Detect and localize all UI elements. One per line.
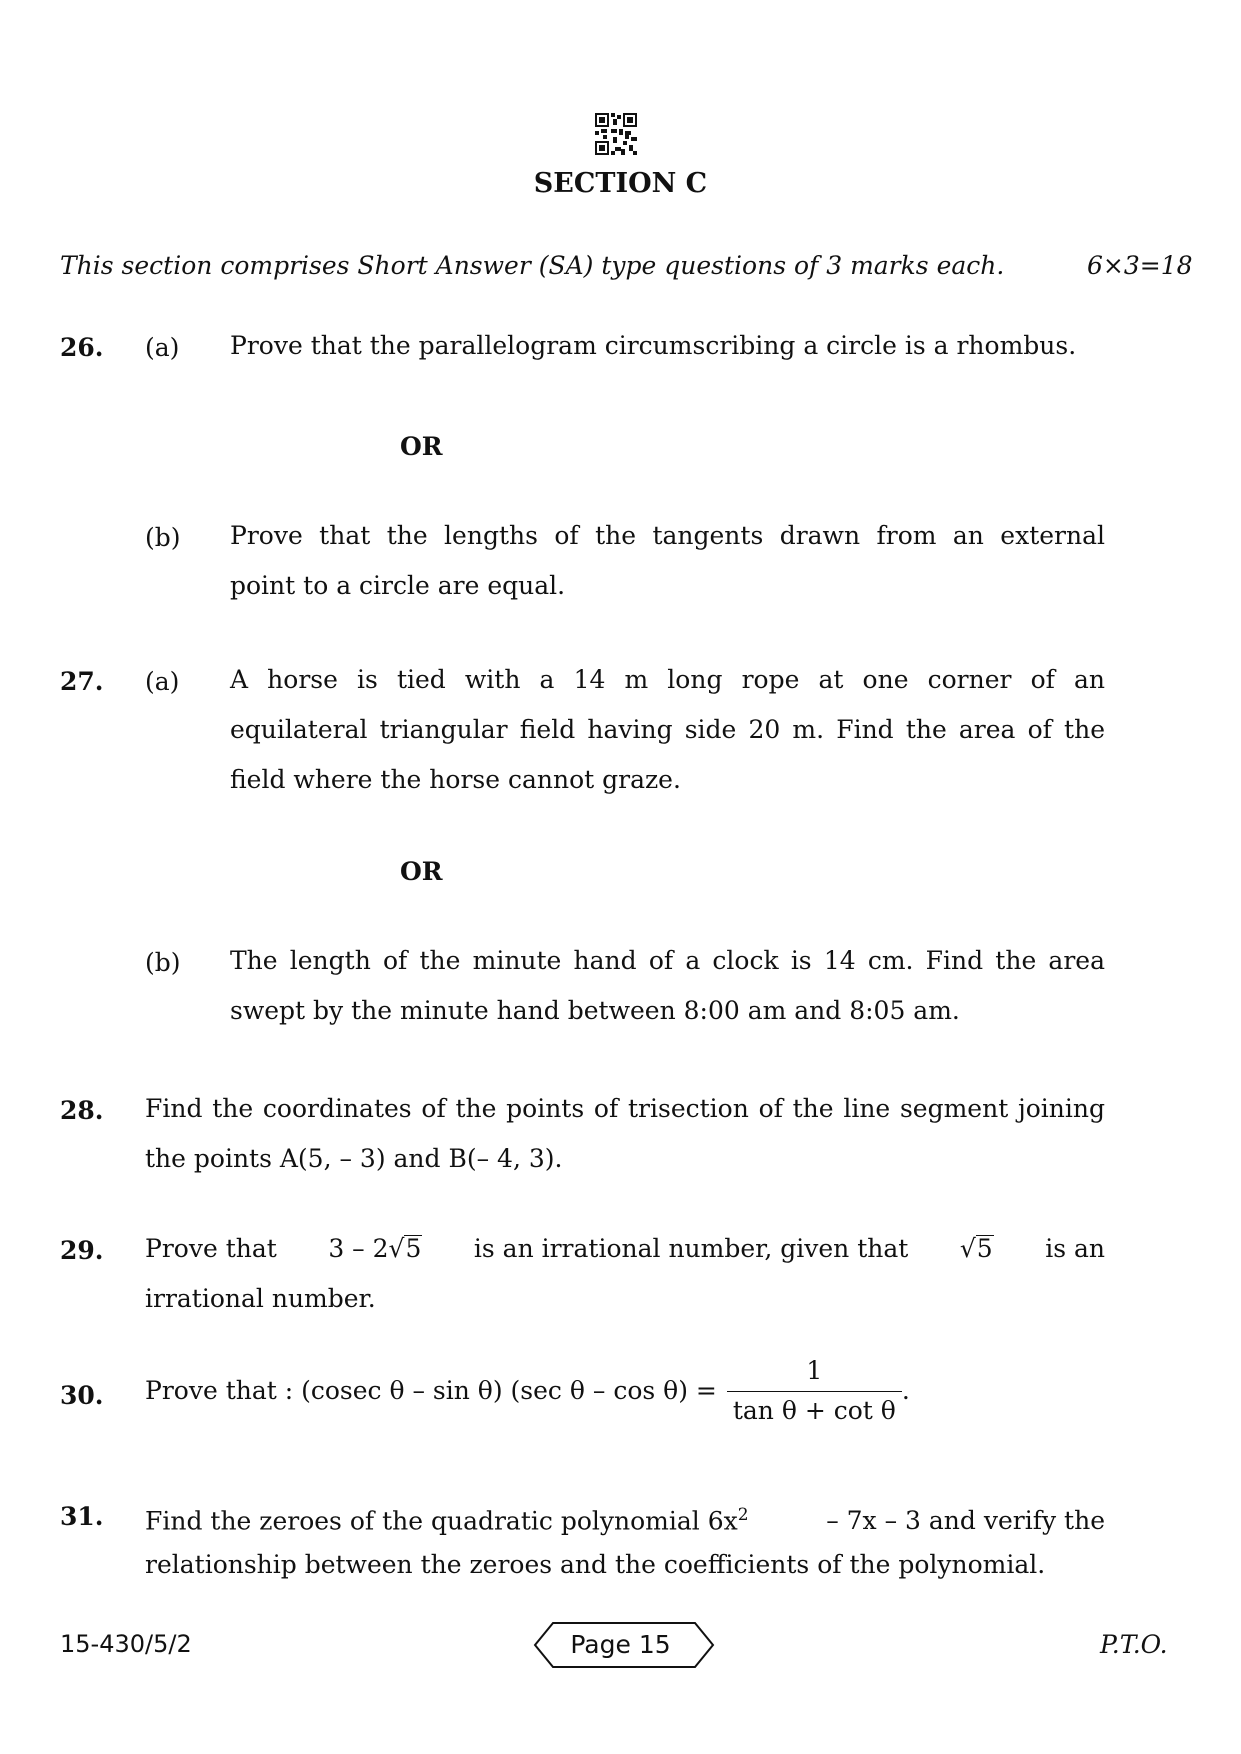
q30-lhs: Prove that : (cosec θ – sin θ) (sec θ – cos θ) = [145,1375,717,1405]
question-number-27: 27. [60,667,104,696]
section-marks: 6×3=18 [1087,251,1193,280]
q27-part-a-line-3: field where the horse cannot graze. [230,765,681,794]
q30-equation [145,1350,910,1430]
q27-or: OR [400,857,443,886]
q27-part-b-line-2: swept by the minute hand between 8:00 am and 8:05 am. [230,996,960,1025]
q30-denominator: tan θ + cot θ [732,1395,896,1425]
q31-line-1-post: – 7x – 3 and verify the [826,1506,1105,1536]
q29-expression [328,1224,422,1274]
q31-line-2: relationship between the zeroes and the coefficients of the polynomial. [145,1550,1046,1579]
q31-line-1-pre [145,1490,749,1546]
q29-line-2: irrational number. [145,1284,376,1313]
sqrt-symbol: √5 [388,1234,422,1263]
q31-line-1 [145,1490,1105,1546]
q29-middle: is an irrational number, given that [473,1234,909,1263]
q30-fraction [727,1356,902,1425]
q30-period: . [901,1375,910,1405]
q27-part-a-line-1: A horse is tied with a 14 m long rope at one corner of an [230,665,1105,694]
section-title: SECTION C [533,168,708,199]
q28-line-1: Find the coordinates of the points of trisection of the line segment joining [145,1094,1105,1123]
sqrt-symbol: √5 [959,1234,993,1263]
section-intro: This section comprises Short Answer (SA) type questions of 3 marks each. [60,251,1005,280]
q26-part-b-line-2: point to a circle are equal. [230,571,566,600]
q29-radicand-1: 5 [405,1234,422,1263]
q29-line-1 [145,1224,1105,1274]
q31-exponent: 2 [737,1505,749,1525]
q26-part-b-label: (b) [145,523,181,552]
question-number-30: 30. [60,1381,104,1410]
q30-numerator: 1 [727,1356,902,1392]
q28-line-2: the points A(5, – 3) and B(– 4, 3). [145,1144,563,1173]
pto-label: P.T.O. [1100,1630,1168,1659]
q27-part-a-label: (a) [145,667,180,696]
q26-part-a-label: (a) [145,333,180,362]
q27-part-a-line-2: equilateral triangular field having side 20 m. Find the area of the [230,715,1105,744]
q29-expression-lead: 3 – 2 [328,1234,389,1263]
q27-part-b-line-1: The length of the minute hand of a clock is 14 cm. Find the area [230,946,1105,975]
question-number-31: 31. [60,1502,104,1531]
question-number-28: 28. [60,1096,104,1125]
question-number-29: 29. [60,1236,104,1265]
q26-part-b-line-1: Prove that the lengths of the tangents drawn from an external [230,521,1105,550]
qr-code [595,113,637,155]
q26-part-a-text: Prove that the parallelogram circumscribing a circle is a rhombus. [230,331,1077,360]
q29-prefix: Prove that [145,1234,277,1263]
q31-polynomial-text: Find the zeroes of the quadratic polynomial 6x [145,1506,738,1536]
paper-code: 15-430/5/2 [60,1630,192,1658]
page-number: Page 15 [570,1630,671,1659]
q26-or: OR [400,432,443,461]
q29-radicand-2: 5 [976,1234,993,1263]
question-number-26: 26. [60,333,104,362]
q27-part-b-label: (b) [145,948,181,977]
q29-suffix: is an [1045,1234,1105,1263]
